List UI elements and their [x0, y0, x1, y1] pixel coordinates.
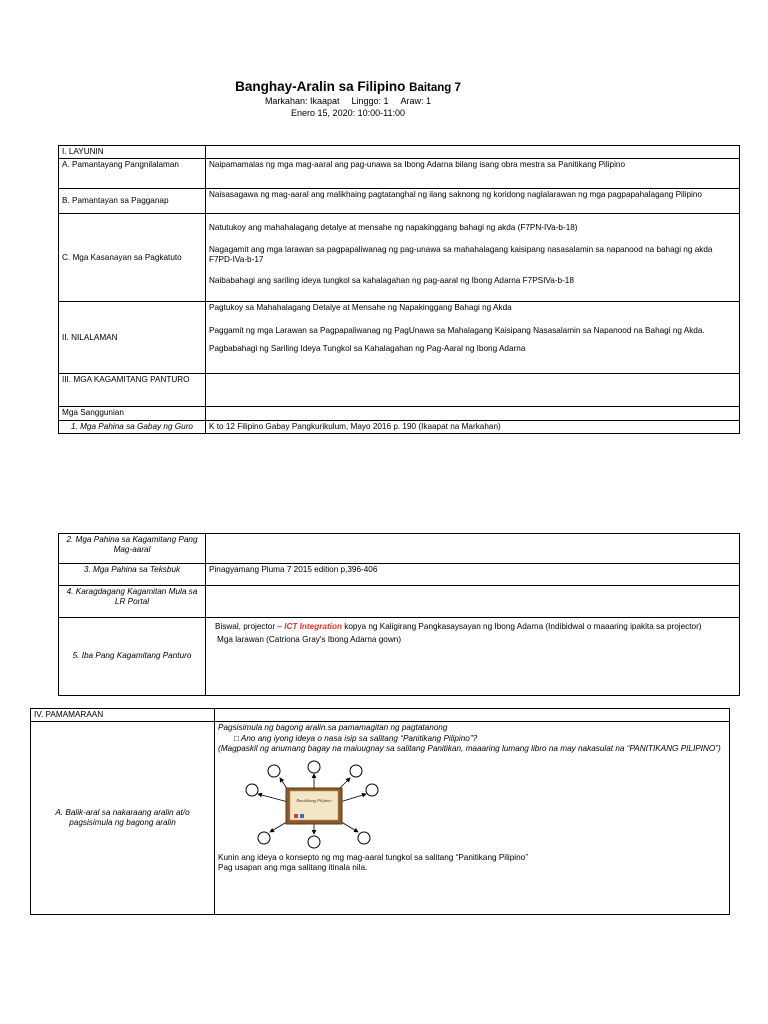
idea-bubble — [308, 836, 320, 848]
table-row — [31, 709, 730, 722]
table-row — [59, 374, 740, 407]
table-row — [59, 159, 740, 189]
balik-aral-label: A. Balik-aral sa nakaraang aralin at/o pagsisimula ng bagong aralin — [31, 722, 215, 915]
lesson-plan-table-3 — [30, 708, 730, 915]
pamamaraan-line: Pagsisimula ng bagong aralin.sa pamamagitan ng pagtatanong — [218, 723, 448, 733]
table-row — [59, 534, 740, 564]
book-cover-text: Panitikang Pilipino — [296, 798, 332, 803]
date-text: Enero 15, 2020: 10:00-11:00 — [291, 108, 405, 118]
kasanayan-label: C. Mga Kasanayan sa Pagkatuto — [59, 214, 206, 302]
teksbuk-text: Pinagyamang Pluma 7 2015 edition p,396-406 — [206, 564, 740, 586]
magaaral-label: 2. Mga Pahina sa Kagamitang Pang Mag-aaral — [59, 534, 206, 564]
grade-level: Baitang 7 — [409, 82, 461, 94]
nilalaman-label: II. NILALAMAN — [59, 302, 206, 374]
table-row — [59, 189, 740, 214]
idea-bubble — [308, 761, 320, 773]
lr-portal-label: 4. Karagdagang Kagamitan Mula sa LR Portal — [59, 586, 206, 618]
markahan-text: Markahan: Ikaapat — [264, 96, 340, 106]
gabay-text: K to 12 Filipino Gabay Pangkurikulum, Mayo 2016 p. 190 (Ikaapat na Markahan) — [206, 420, 740, 433]
lesson-plan-table-2 — [58, 533, 740, 696]
idea-bubble — [246, 784, 258, 796]
layunin-heading: I. LAYUNIN — [59, 146, 206, 159]
lesson-plan-table-1 — [58, 145, 740, 434]
araw-text: Araw: 1 — [400, 96, 432, 106]
table-row — [59, 214, 740, 302]
table-row — [59, 586, 740, 618]
iba-label: 5. Iba Pang Kagamitang Panturo — [59, 618, 206, 696]
table-row — [59, 618, 740, 696]
pagganap-label: B. Pamantayan sa Pagganap — [59, 189, 206, 214]
table-row — [59, 407, 740, 420]
book-icon — [286, 788, 342, 824]
subheader-line — [0, 96, 696, 106]
kagamitan-label: III. MGA KAGAMITANG PANTURO — [59, 374, 206, 407]
kasanayan-item: Nagagamit ang mga larawan sa pagpapaliwanag ng pag-unawa sa mahahalagang kaisipang nasasalamin sa napanood na bahagi ng akda F7PD-IVa-b-17 — [209, 244, 713, 264]
panitikan-concept-diagram — [218, 758, 388, 850]
nilalaman-item: Pagtukoy sa Mahahalagang Detalye at Mensahe ng Napakinggang Bahagi ng Akda — [209, 303, 512, 313]
page-title: Banghay-Aralin sa Filipino Baitang 7 — [235, 79, 461, 94]
pagganap-text: Naisasagawa ng mag-aaral ang malikhaing pagtatanghal ng ilang saknong ng koridong naglalarawan ng mga pagpapahalagang Pilipino — [206, 189, 740, 214]
pamamaraan-note: Pag usapan ang mga salitang itinala nila. — [218, 863, 368, 873]
pamamaraan-question: □ Ano ang iyong ideya o nasa isip sa salitang “Panitikang Pilipino”? — [234, 733, 478, 743]
table-row — [59, 564, 740, 586]
kasanayan-item: Natutukoy ang mahahalagang detalye at mensahe ng napakinggang bahagi ng akda (F7PN-IVa-b-18) — [209, 223, 578, 233]
pamamaraan-note: Kunin ang ideya o konsepto ng mg mag-aaral tungkol sa salitang “Panitikang Pilipino” — [218, 853, 528, 862]
iba-text-2: Mga larawan (Catriona Gray's Ibong Adarna gown) — [217, 635, 402, 645]
table-row — [59, 302, 740, 374]
idea-bubble — [350, 765, 362, 777]
pamamaraan-heading: IV. PAMAMARAAN — [31, 709, 215, 722]
idea-bubble — [366, 784, 378, 796]
sanggunian-label: Mga Sanggunian — [59, 407, 206, 420]
table-row — [31, 722, 730, 915]
idea-bubble — [258, 832, 270, 844]
nilalaman-item: Pagbabahagi ng Sariling Ideya Tungkol sa Kahalagahan ng Pag-Aaral ng Ibong Adarna — [209, 343, 526, 353]
idea-bubble — [358, 832, 370, 844]
pamantayang-text: Naipamamalas ng mga mag-aaral ang pag-unawa sa Ibong Adarna bilang isang obra mestra sa Panitikang Pilipino — [206, 159, 740, 189]
nilalaman-item: Paggamit ng mga Larawan sa Pagpapaliwanag ng PagUnawa sa Mahalagang Kaisipang Nasasalamin sa Napanood na Bahagi ng Akda. — [209, 325, 705, 335]
table-row — [59, 420, 740, 433]
table-row — [59, 146, 740, 159]
pamamaraan-instruction: (Magpaskil ng anumang bagay na maiuugnay sa salitang Panitikan, maaaring lumang libro na may nakasulat na “PANITIKANG PILIPINO”) — [218, 743, 721, 753]
kasanayan-item: Naibabahagi ang sariling ideya tungkol sa kahalagahan ng pag-aaral ng Ibong Adarna F7PSIVa-b-18 — [209, 276, 574, 285]
idea-bubble — [268, 765, 280, 777]
teksbuk-label: 3. Mga Pahina sa Teksbuk — [59, 564, 206, 586]
iba-text: Biswal, projector – ICT Integration kopya ng Kaligirang Pangkasaysayan ng Ibong Adarna (Indibidwal o maaaring ipakita sa projector) — [215, 622, 702, 631]
gabay-label: 1. Mga Pahina sa Gabay ng Guro — [59, 420, 206, 433]
linggo-text: Linggo: 1 — [351, 96, 389, 106]
ict-integration-text: ICT Integration — [284, 622, 342, 631]
pamantayang-label: A. Pamantayang Pangnilalaman — [59, 159, 206, 189]
